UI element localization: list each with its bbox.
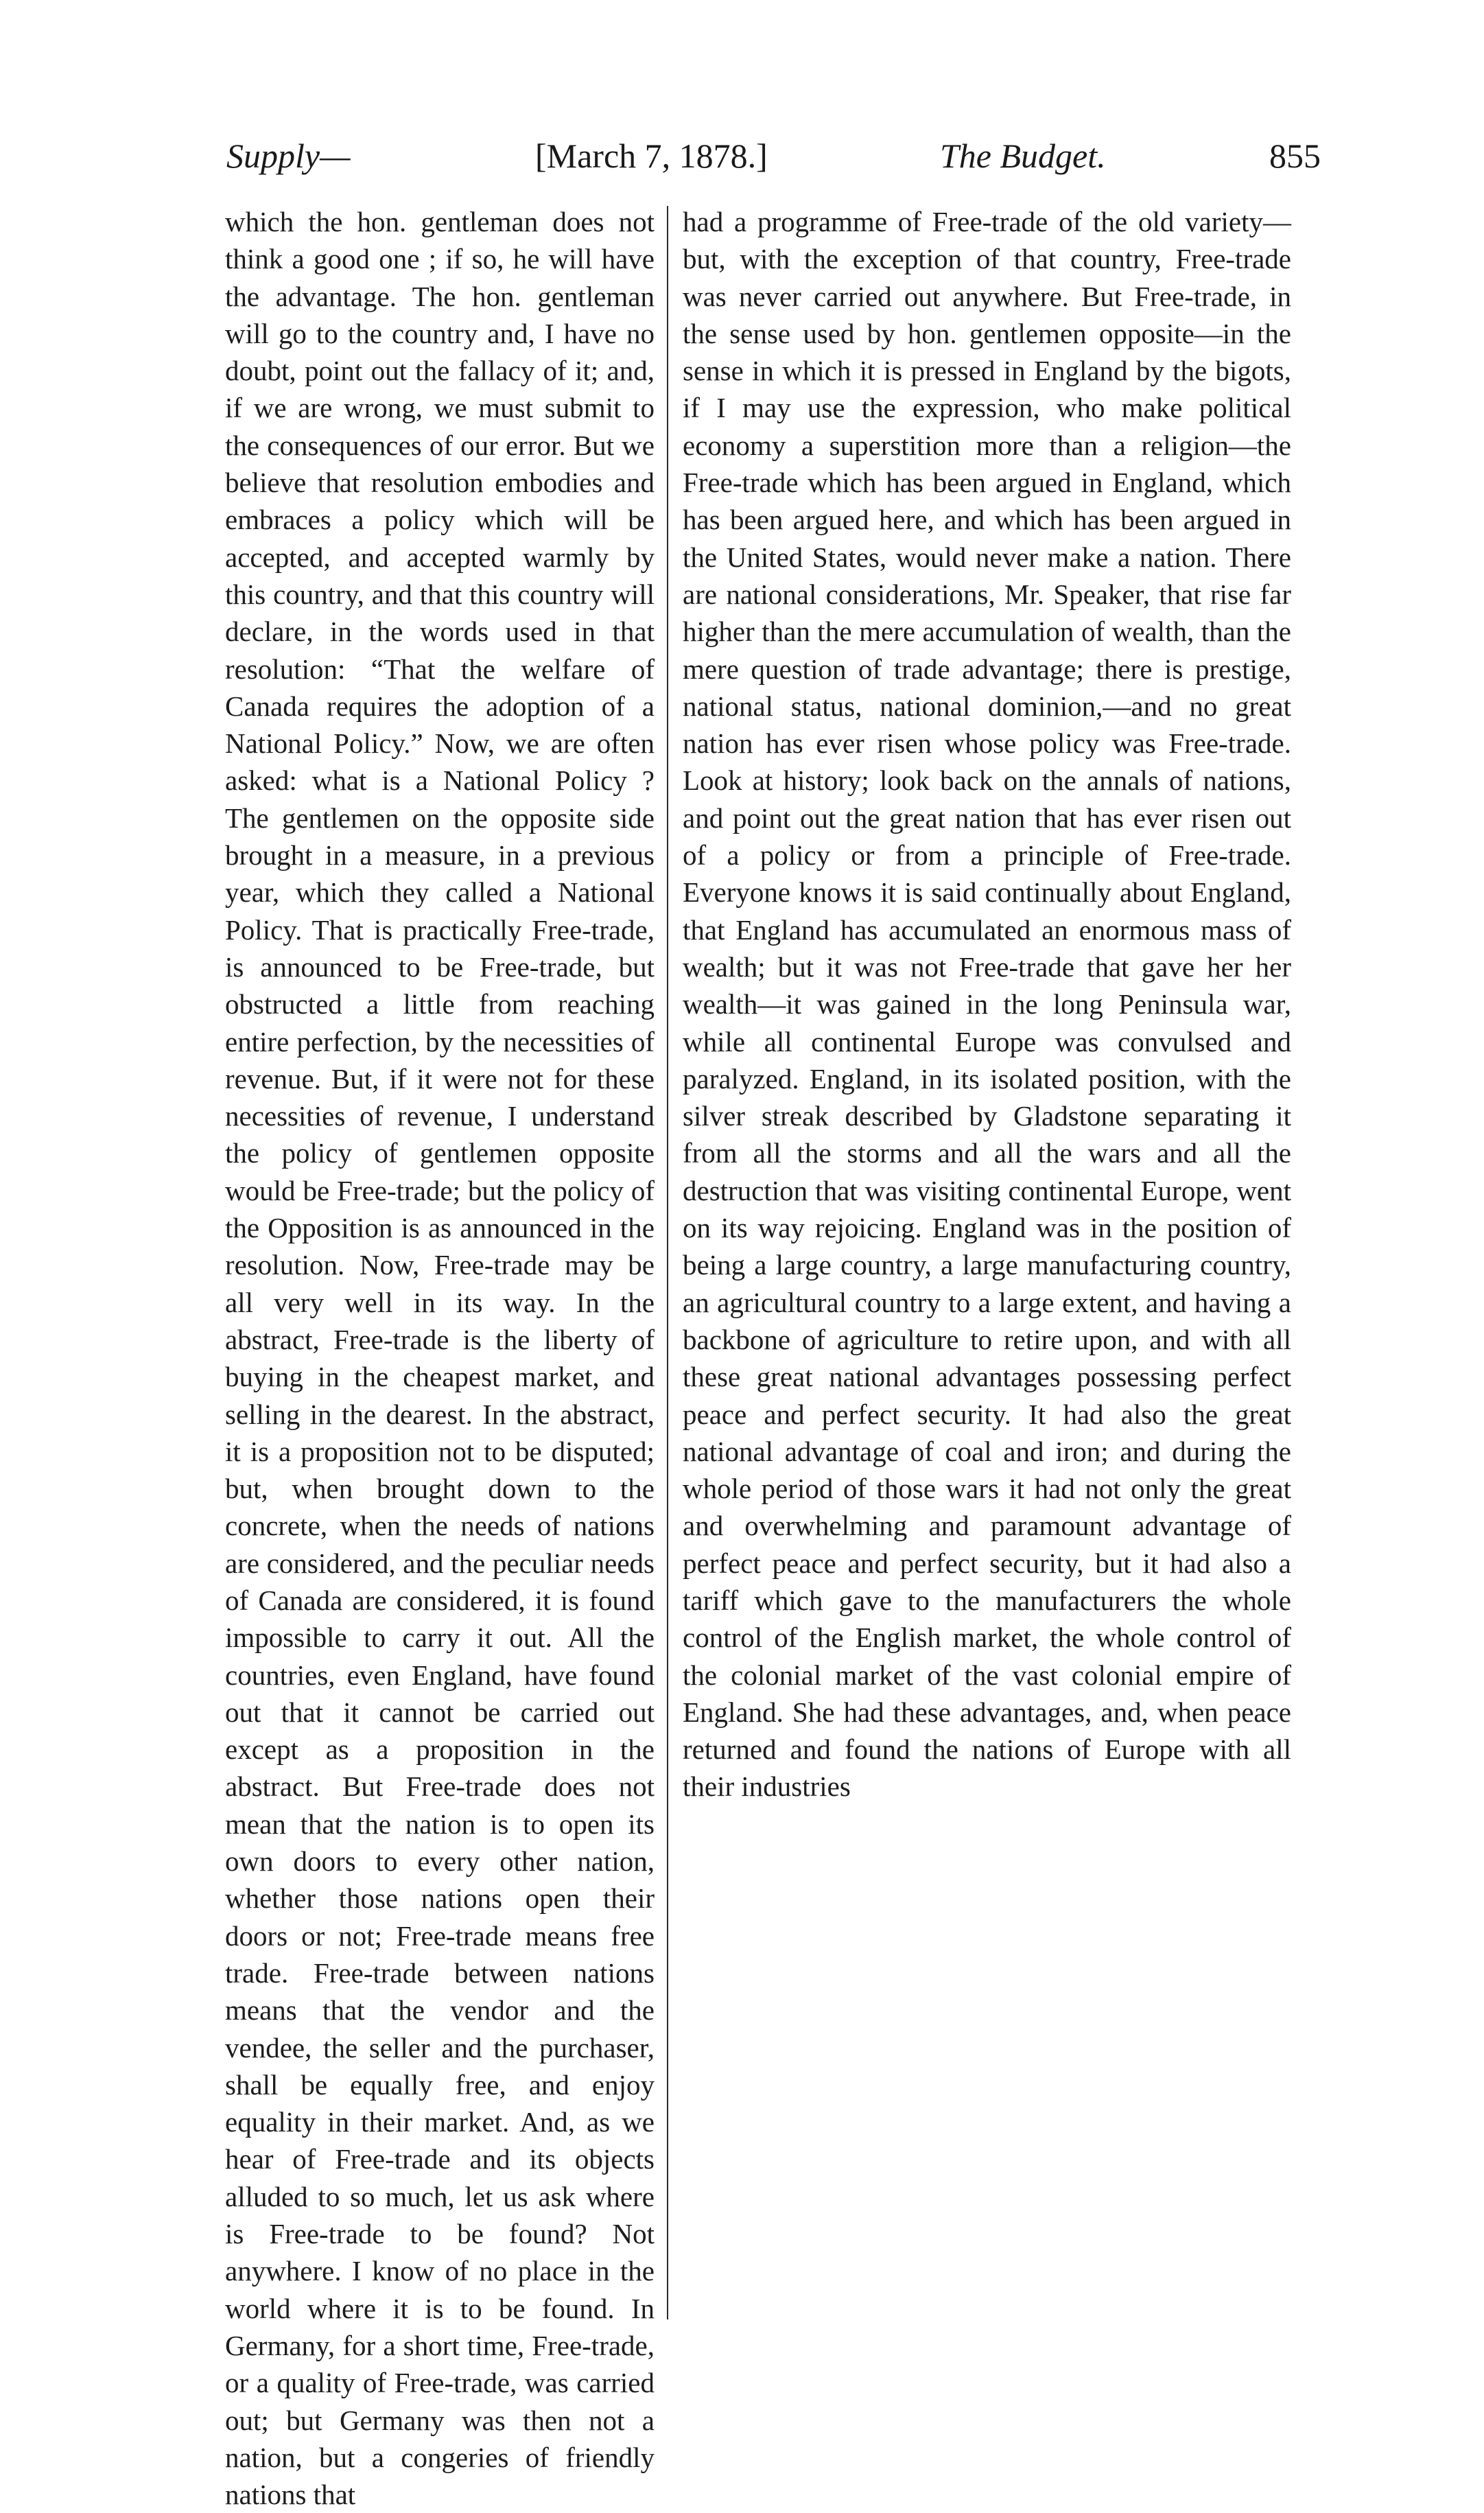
- column-divider: [667, 206, 668, 2319]
- page-header: [213, 132, 1324, 180]
- running-head-left: Supply—: [226, 137, 351, 175]
- page-number: 855: [1269, 137, 1321, 175]
- running-head-right: The Budget.: [940, 137, 1106, 175]
- left-column-text: which the hon. gentleman does not think a good one ; if so, he will have the advantage. The hon. gentleman will go to the country and, I have no doubt, point out the fallacy of it; and, if we are wrong, we must submit to the consequences of our error. But we believe that resolution embodies and embraces a policy which will be accepted, and accepted warmly by this country, and that this country will declare, in the words used in that resolution: “That the welfare of Canada requires the adoption of a National Policy.” Now, we are often asked: what is a National Policy ? The gentlemen on the opposite side brought in a measure, in a previous year, which they called a National Policy. That is practically Free-trade, is announced to be Free-trade, but obstructed a little from reaching entire perfection, by the necessities of revenue. But, if it were not for these necessities of revenue, I understand the policy of gentlemen opposite would be Free-trade; but the policy of the Opposition is as announced in the resolution. Now, Free-trade may be all very well in its way. In the abstract, Free-trade is the liberty of buying in the cheapest market, and selling in the dearest. In the abstract, it is a proposition not to be disputed; but, when brought down to the concrete, when the needs of nations are considered, and the peculiar needs of Canada are considered, it is found impossible to carry it out. All the countries, even England, have found out that it cannot be carried out except as a proposition in the abstract. But Free-trade does not mean that the nation is to open its own doors to every other nation, whether those nations open their doors or not; Free-trade means free trade. Free-trade between nations means that the vendor and the vendee, the seller and the purchaser, shall be equally free, and enjoy equality in their market. And, as we hear of Free-trade and its objects alluded to so much, let us ask where is Free-trade to be found? Not anywhere. I know of no place in the world where it is to be found. In Germany, for a short time, Free-trade, or a quality of Free-trade, was carried out; but Germany was then not a nation, but a congeries of friendly nations that: [225, 206, 655, 2511]
- running-head-date: [March 7, 1878.]: [535, 137, 768, 175]
- right-column-text: had a programme of Free-trade of the old variety—but, with the exception of that country, Free-trade was never carried out anywhere. But Free-trade, in the sense used by hon. gentlemen opposite—in the sense in which it is pressed in England by the bigots, if I may use the expression, who make political economy a superstition more than a religion—the Free-trade which has been argued in England, which has been argued here, and which has been argued in the United States, would never make a nation. There are national considerations, Mr. Speaker, that rise far higher than the mere accumulation of wealth, than the mere question of trade advantage; there is prestige, national status, national dominion,—and no great nation has ever risen whose policy was Free-trade. Look at history; look back on the annals of nations, and point out the great nation that has ever risen out of a policy or from a principle of Free-trade. Everyone knows it is said continually about England, that England has accumulated an enormous mass of wealth; but it was not Free-trade that gave her her wealth—it was gained in the long Peninsula war, while all continental Europe was convulsed and paralyzed. England, in its isolated position, with the silver streak described by Gladstone separating it from all the storms and all the wars and all the destruction that was visiting continental Europe, went on its way rejoicing. England was in the position of being a large country, a large manufacturing country, an agricultural country to a large extent, and having a backbone of agriculture to retire upon, and with all these great national advantages possessing perfect peace and perfect security. It had also the great national advantage of coal and iron; and during the whole period of those wars it had not only the great and overwhelming and paramount advantage of perfect peace and perfect security, but it had also a tariff which gave to the manufacturers the whole control of the English market, the whole control of the colonial market of the vast colonial empire of England. She had these advantages, and, when peace returned and found the nations of Europe with all their industries: [683, 206, 1291, 1803]
